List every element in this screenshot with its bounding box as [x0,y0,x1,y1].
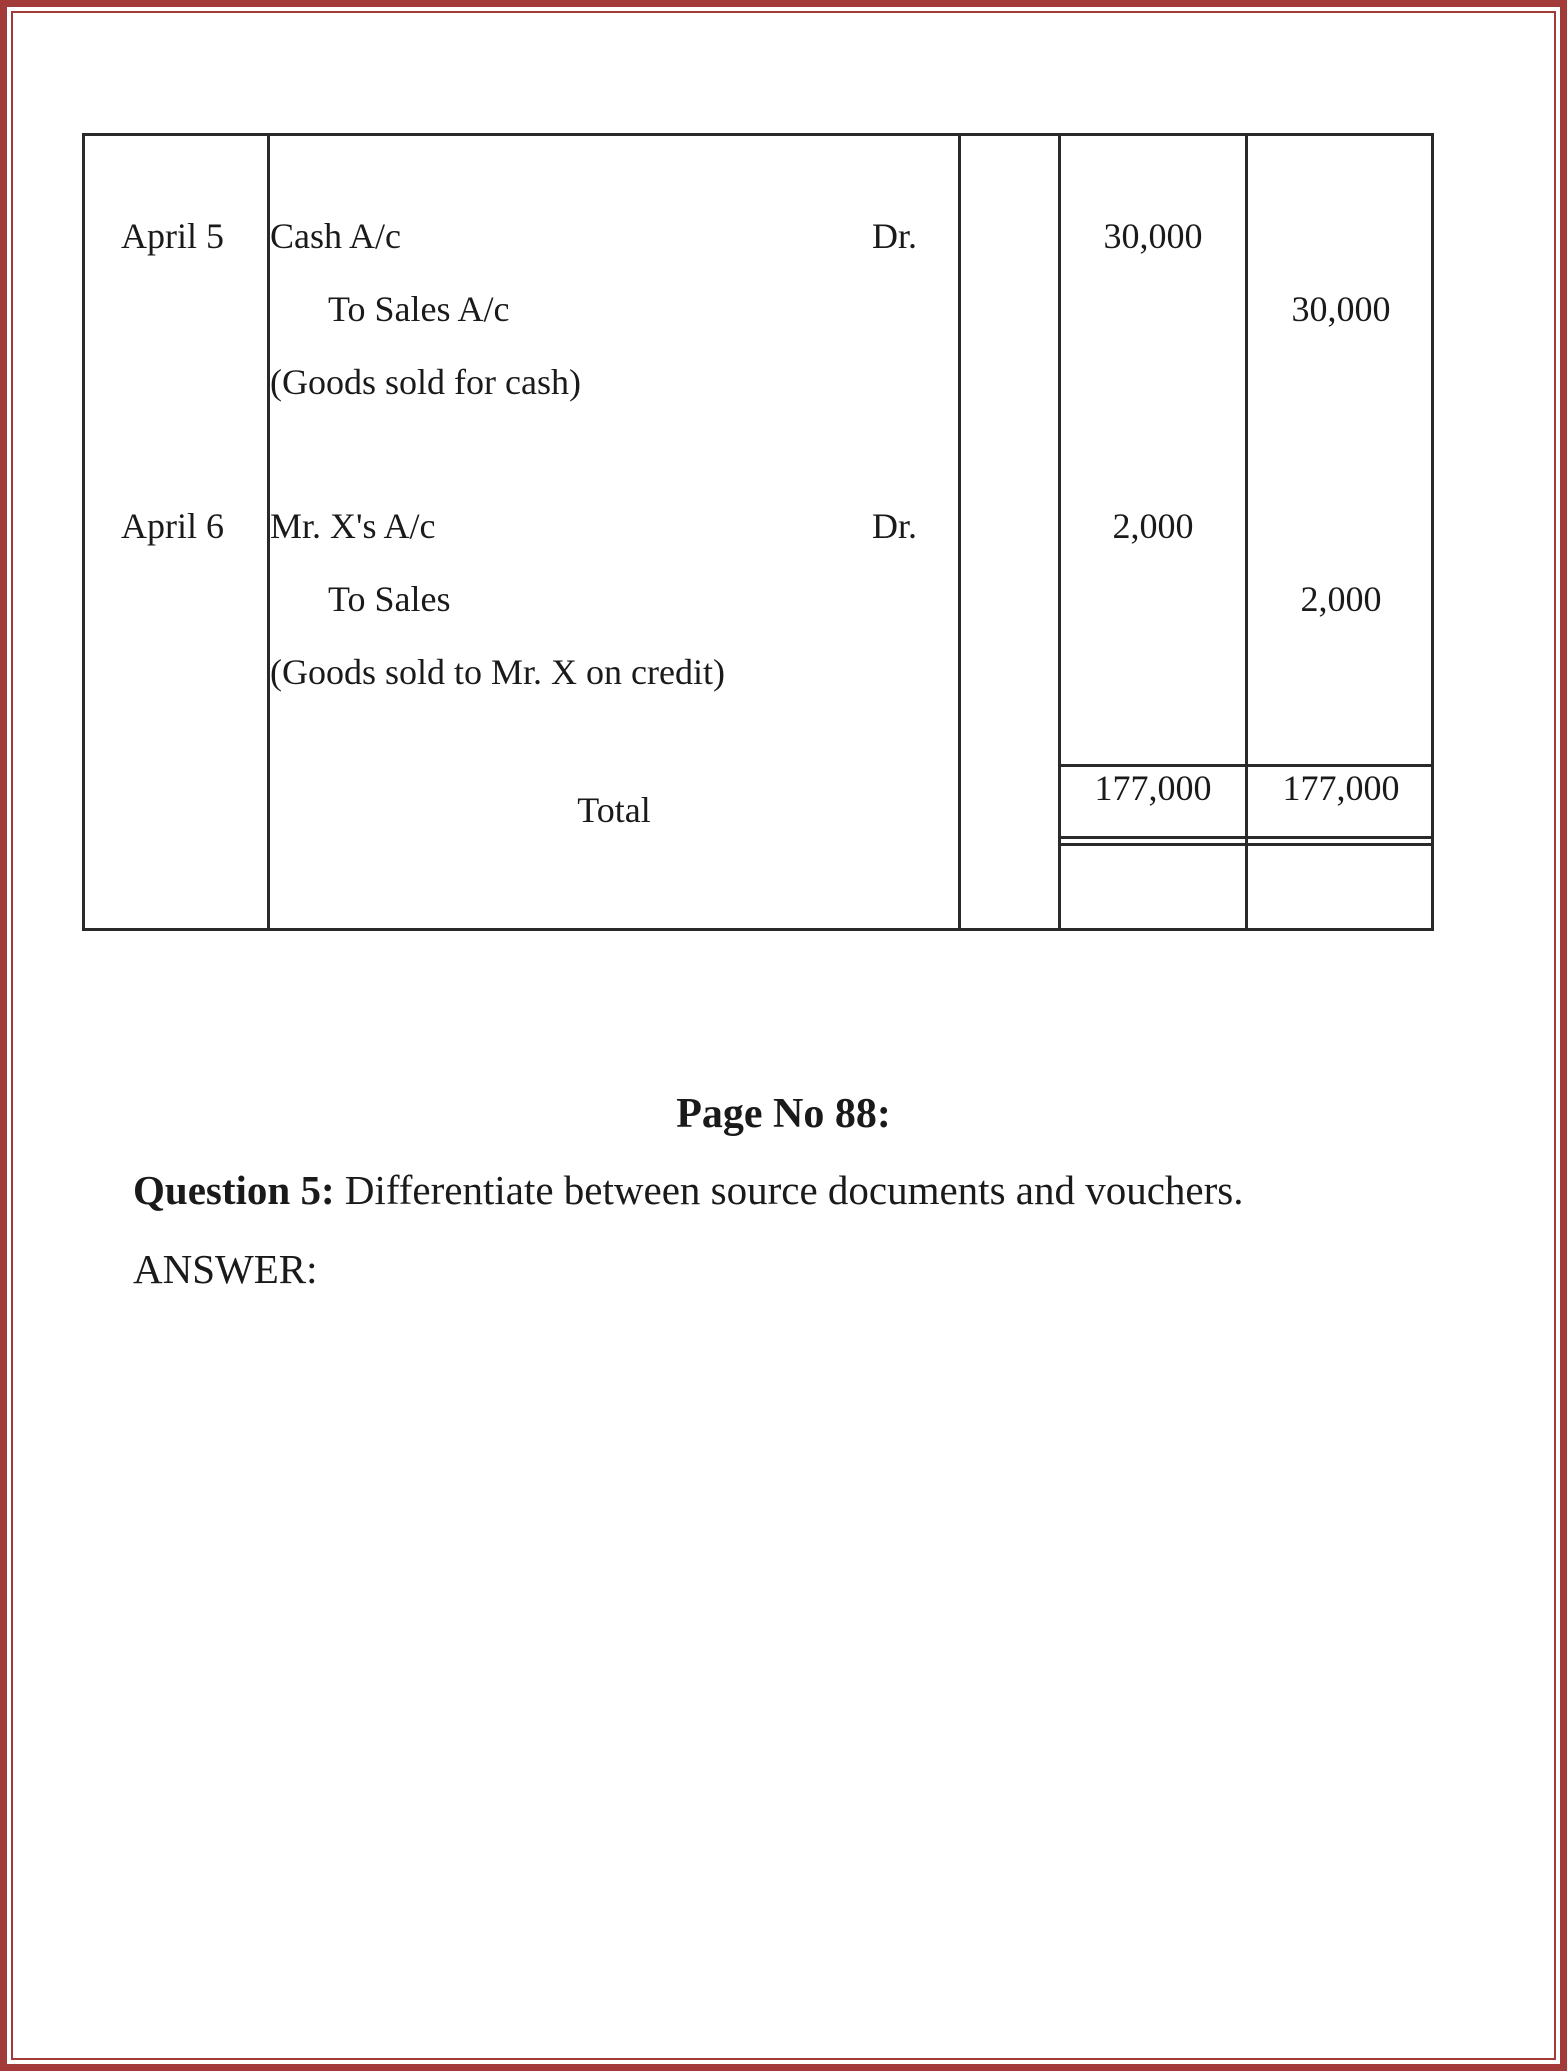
entry-date: April 6 [121,506,224,546]
total-debit: 177,000 [1094,768,1212,808]
narration: (Goods sold to Mr. X on credit) [270,652,725,692]
total-rule-top [1058,764,1434,767]
debit-amount: 2,000 [1112,506,1194,546]
total-credit: 177,000 [1282,768,1400,808]
total-label: Total [577,790,651,830]
debit-account: Mr. X's A/c [270,506,436,546]
total-rule-double-2 [1058,843,1434,846]
dr-label: Dr. [872,216,917,256]
debit-amount: 30,000 [1103,216,1203,256]
journal-table [82,133,1434,931]
credit-amount: 2,000 [1300,579,1382,619]
credit-amount: 30,000 [1291,289,1391,329]
column-divider-debit [1245,133,1248,931]
credit-account: To Sales [328,579,451,619]
credit-account: To Sales A/c [328,289,510,329]
total-rule-double-1 [1058,836,1434,839]
question-label: Question 5: [133,1167,335,1213]
entry-date: April 5 [121,216,224,256]
dr-label: Dr. [872,506,917,546]
answer-label: ANSWER: [133,1246,318,1292]
question-text: Differentiate between source documents and vouchers. [334,1167,1244,1213]
question-line [133,1167,1244,1213]
debit-account: Cash A/c [270,216,401,256]
narration: (Goods sold for cash) [270,362,581,402]
page-number-heading: Page No 88: [676,1091,891,1137]
column-divider-particulars [958,133,961,931]
